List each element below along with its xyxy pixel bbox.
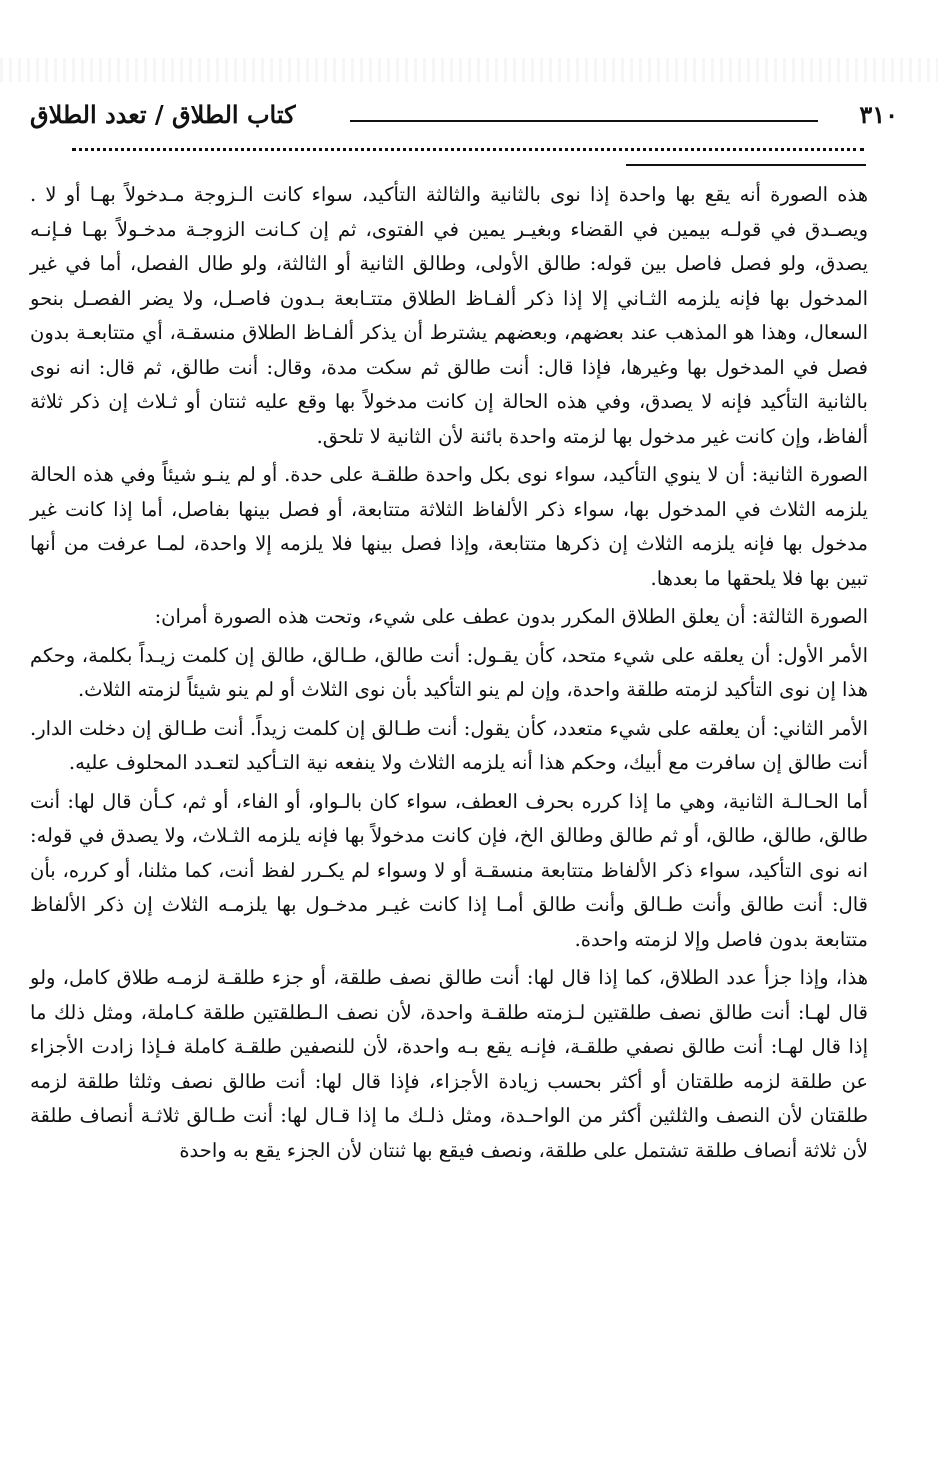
paragraph: الصورة الثالثة: أن يعلق الطلاق المكرر بدون عطف على شيء، وتحت هذه الصورة أمران: <box>154 605 868 628</box>
dotted-separator <box>72 148 864 151</box>
scan-artifact-strip <box>0 58 938 82</box>
running-title: كتاب الطلاق / تعدد الطلاق <box>30 100 296 129</box>
page-number: ٣١٠ <box>859 100 898 129</box>
paragraph: هذه الصورة أنه يقع بها واحدة إذا نوى بالثانية والثالثة التأكيد، سواء كانت الـزوجة مـدخولاً بهـا أو لا . ويصـدق في قولـه بيمين في القضاء وبغيـر يمين في الفتوى، ثم إن كـانت الزوجـة مدخـولاً بهـا فـإنـه يصدق، ولو فصل فاصل بين قوله: طالق الأولى، وطالق الثانية أو الثالثة، ولو طال الفصل، أما في غير المدخول بها فإنه يلزمه الثـاني إلا إذا ذكر ألفـاظ الطلاق متتـابعة بـدون فاصـل، ولا يضر الفصـل بنحو السعال، وهذا هو المذهب عند بعضهم، وبعضهم يشترط أن يذكر ألفـاظ الطلاق منسقـة، أي متتابعـة بدون فصل في المدخول بها وغيرها، فإذا قال: أنت طالق ثم سكت مدة، وقال: أنت طالق، ثم قال: انه نوى بالثانية التأكيد فإنه لا يصدق، وفي هذه الحالة إن كانت مدخولاً بها وقع عليه ثنتان أو ثـلاث إن ذكر ثلاثة ألفاظ، وإن كانت غير مدخول بها لزمته واحدة بائنة لأن الثانية لا تلحق. <box>30 183 868 448</box>
paragraph: الصورة الثانية: أن لا ينوي التأكيد، سواء نوى بكل واحدة طلقـة على حدة. أو لم ينـو شيئاً وفي هذه الحالة يلزمه الثلاث في المدخول بها، سواء ذكر الألفاظ الثلاثة متتابعة، أو فصل بينها بفاصل، أما إذا كانت غير مدخول بها فإنه يلزمه الثلاث إن ذكرها متتابعة، وإذا فصل بينها فلا يلزمه إلا واحدة، لمـا عرفت من أنها تبين بها فلا يلحقها ما بعدها. <box>30 463 868 590</box>
paragraph: الأمر الثاني: أن يعلقه على شيء متعدد، كأن يقول: أنت طـالق إن كلمت زيداً. أنت طـالق إن دخلت الدار. أنت طالق إن سافرت مع أبيك، وحكم هذا أنه يلزمه الثلاث ولا ينفعه نية التـأكيد لتعـدد المحلوف عليه. <box>30 716 869 774</box>
header-rule <box>350 120 818 122</box>
short-rule <box>626 164 866 166</box>
body-text <box>30 178 868 1172</box>
paragraph: الأمر الأول: أن يعلقه على شيء متحد، كأن يقـول: أنت طالق، طـالق، طالق إن كلمت زيـداً بكلمة، وحكم هذا إن نوى التأكيد لزمته طلقة واحدة، وإن لم ينو التأكيد بأن نوى الثلاث أو لم ينو شيئاً لزمته الثلاث. <box>30 643 868 701</box>
paragraph: أما الحـالـة الثانية، وهي ما إذا كرره بحرف العطف، سواء كان بالـواو، أو الفاء، أو ثم، كـأن قال لها: أنت طالق، طالق، طالق، أو ثم طالق وطالق الخ، فإن كانت مدخولاً بها فإنه يلزمه الثـلاث، ولا يصدق في قوله: انه نوى التأكيد، سواء ذكر الألفاظ متتابعة منسقـة أو لا وسواء لم يكـرر لفظ أنت، كما مثلنا، أو كرره، بأن قال: أنت طالق وأنت طـالق وأنت طالق أمـا إذا كانت غيـر مدخـول بها يلزمـه الثلاث إن ذكر الألفاظ متتابعة بدون فاصل وإلا لزمته واحدة. <box>30 789 868 951</box>
page-header <box>30 96 898 140</box>
paragraph: هذا، وإذا جزأ عدد الطلاق، كما إذا قال لها: أنت طالق نصف طلقة، أو جزء طلقـة لزمـه طلاق كامل، ولو قال لهـا: أنت طالق نصف طلقتين لـزمته طلقـة واحدة، لأن نصف الـطلقتين طلقة كـاملة، ومثل ذلك ما إذا قال لهـا: أنت طالق نصفي طلقـة، فإنـه يقع بـه واحدة، لأن للنصفين طلقـة كاملة فـإذا زادت الأجزاء عن طلقة لزمه طلقتان أو أكثر بحسب زيادة الأجزاء، فإذا قال لها: أنت طالق نصف وثلثا طلقة لزمه طلقتان لأن النصف والثلثين أكثر من الواحـدة، ومثل ذلـك ما إذا قـال لها: أنت طـالق ثلاثـة أنصاف طلقة لأن ثلاثة أنصاف طلقة تشتمل على طلقة، ونصف فيقع بها ثنتان لأن الجزء يقع به واحدة <box>30 966 868 1162</box>
